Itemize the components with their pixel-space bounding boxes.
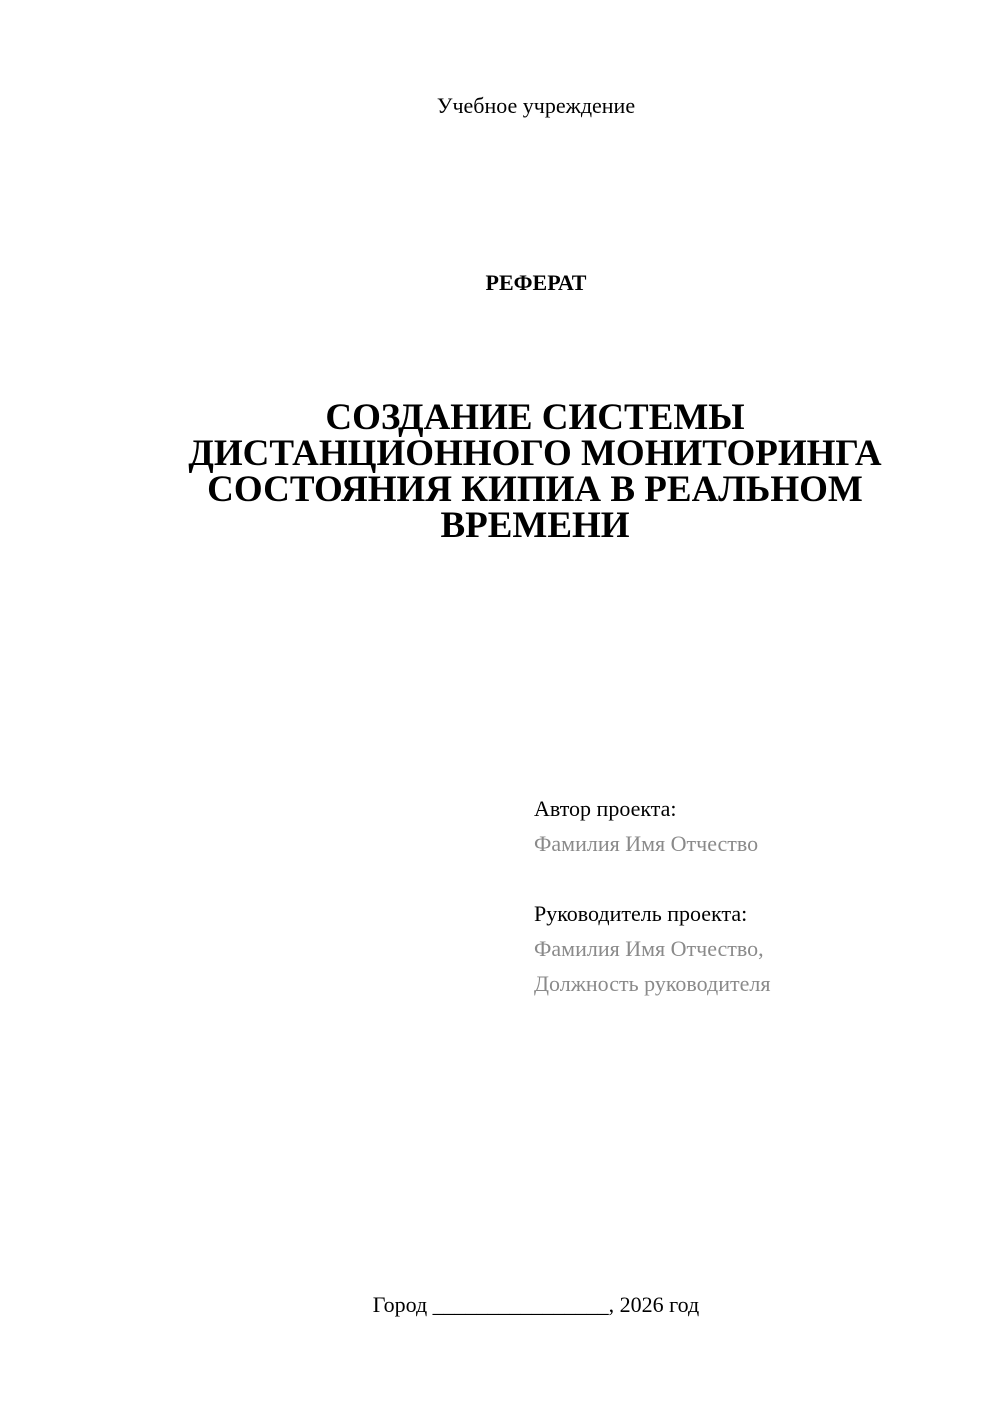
credits-block	[534, 791, 974, 1001]
city-year-line: Город ________________, 2026 год	[372, 1292, 700, 1317]
author-label: Автор проекта:	[534, 796, 677, 821]
document-title	[150, 397, 920, 546]
institution-name: Учебное учреждение	[436, 93, 636, 118]
supervisor-position-placeholder: Должность руководителя	[534, 971, 771, 996]
author-name-placeholder: Фамилия Имя Отчество	[534, 831, 759, 856]
title-line-1: СОЗДАНИЕ СИСТЕМЫ	[325, 397, 745, 438]
title-line-2: ДИСТАНЦИОННОГО МОНИТОРИНГА	[188, 433, 882, 474]
title-line-3: СОСТОЯНИЯ КИПИА В РЕАЛЬНОМ	[207, 469, 863, 510]
document-type: РЕФЕРАТ	[485, 270, 587, 295]
credits-spacer	[534, 861, 974, 896]
title-line-4: ВРЕМЕНИ	[440, 505, 630, 546]
supervisor-name-placeholder: Фамилия Имя Отчество,	[534, 936, 764, 961]
supervisor-label: Руководитель проекта:	[534, 901, 748, 926]
